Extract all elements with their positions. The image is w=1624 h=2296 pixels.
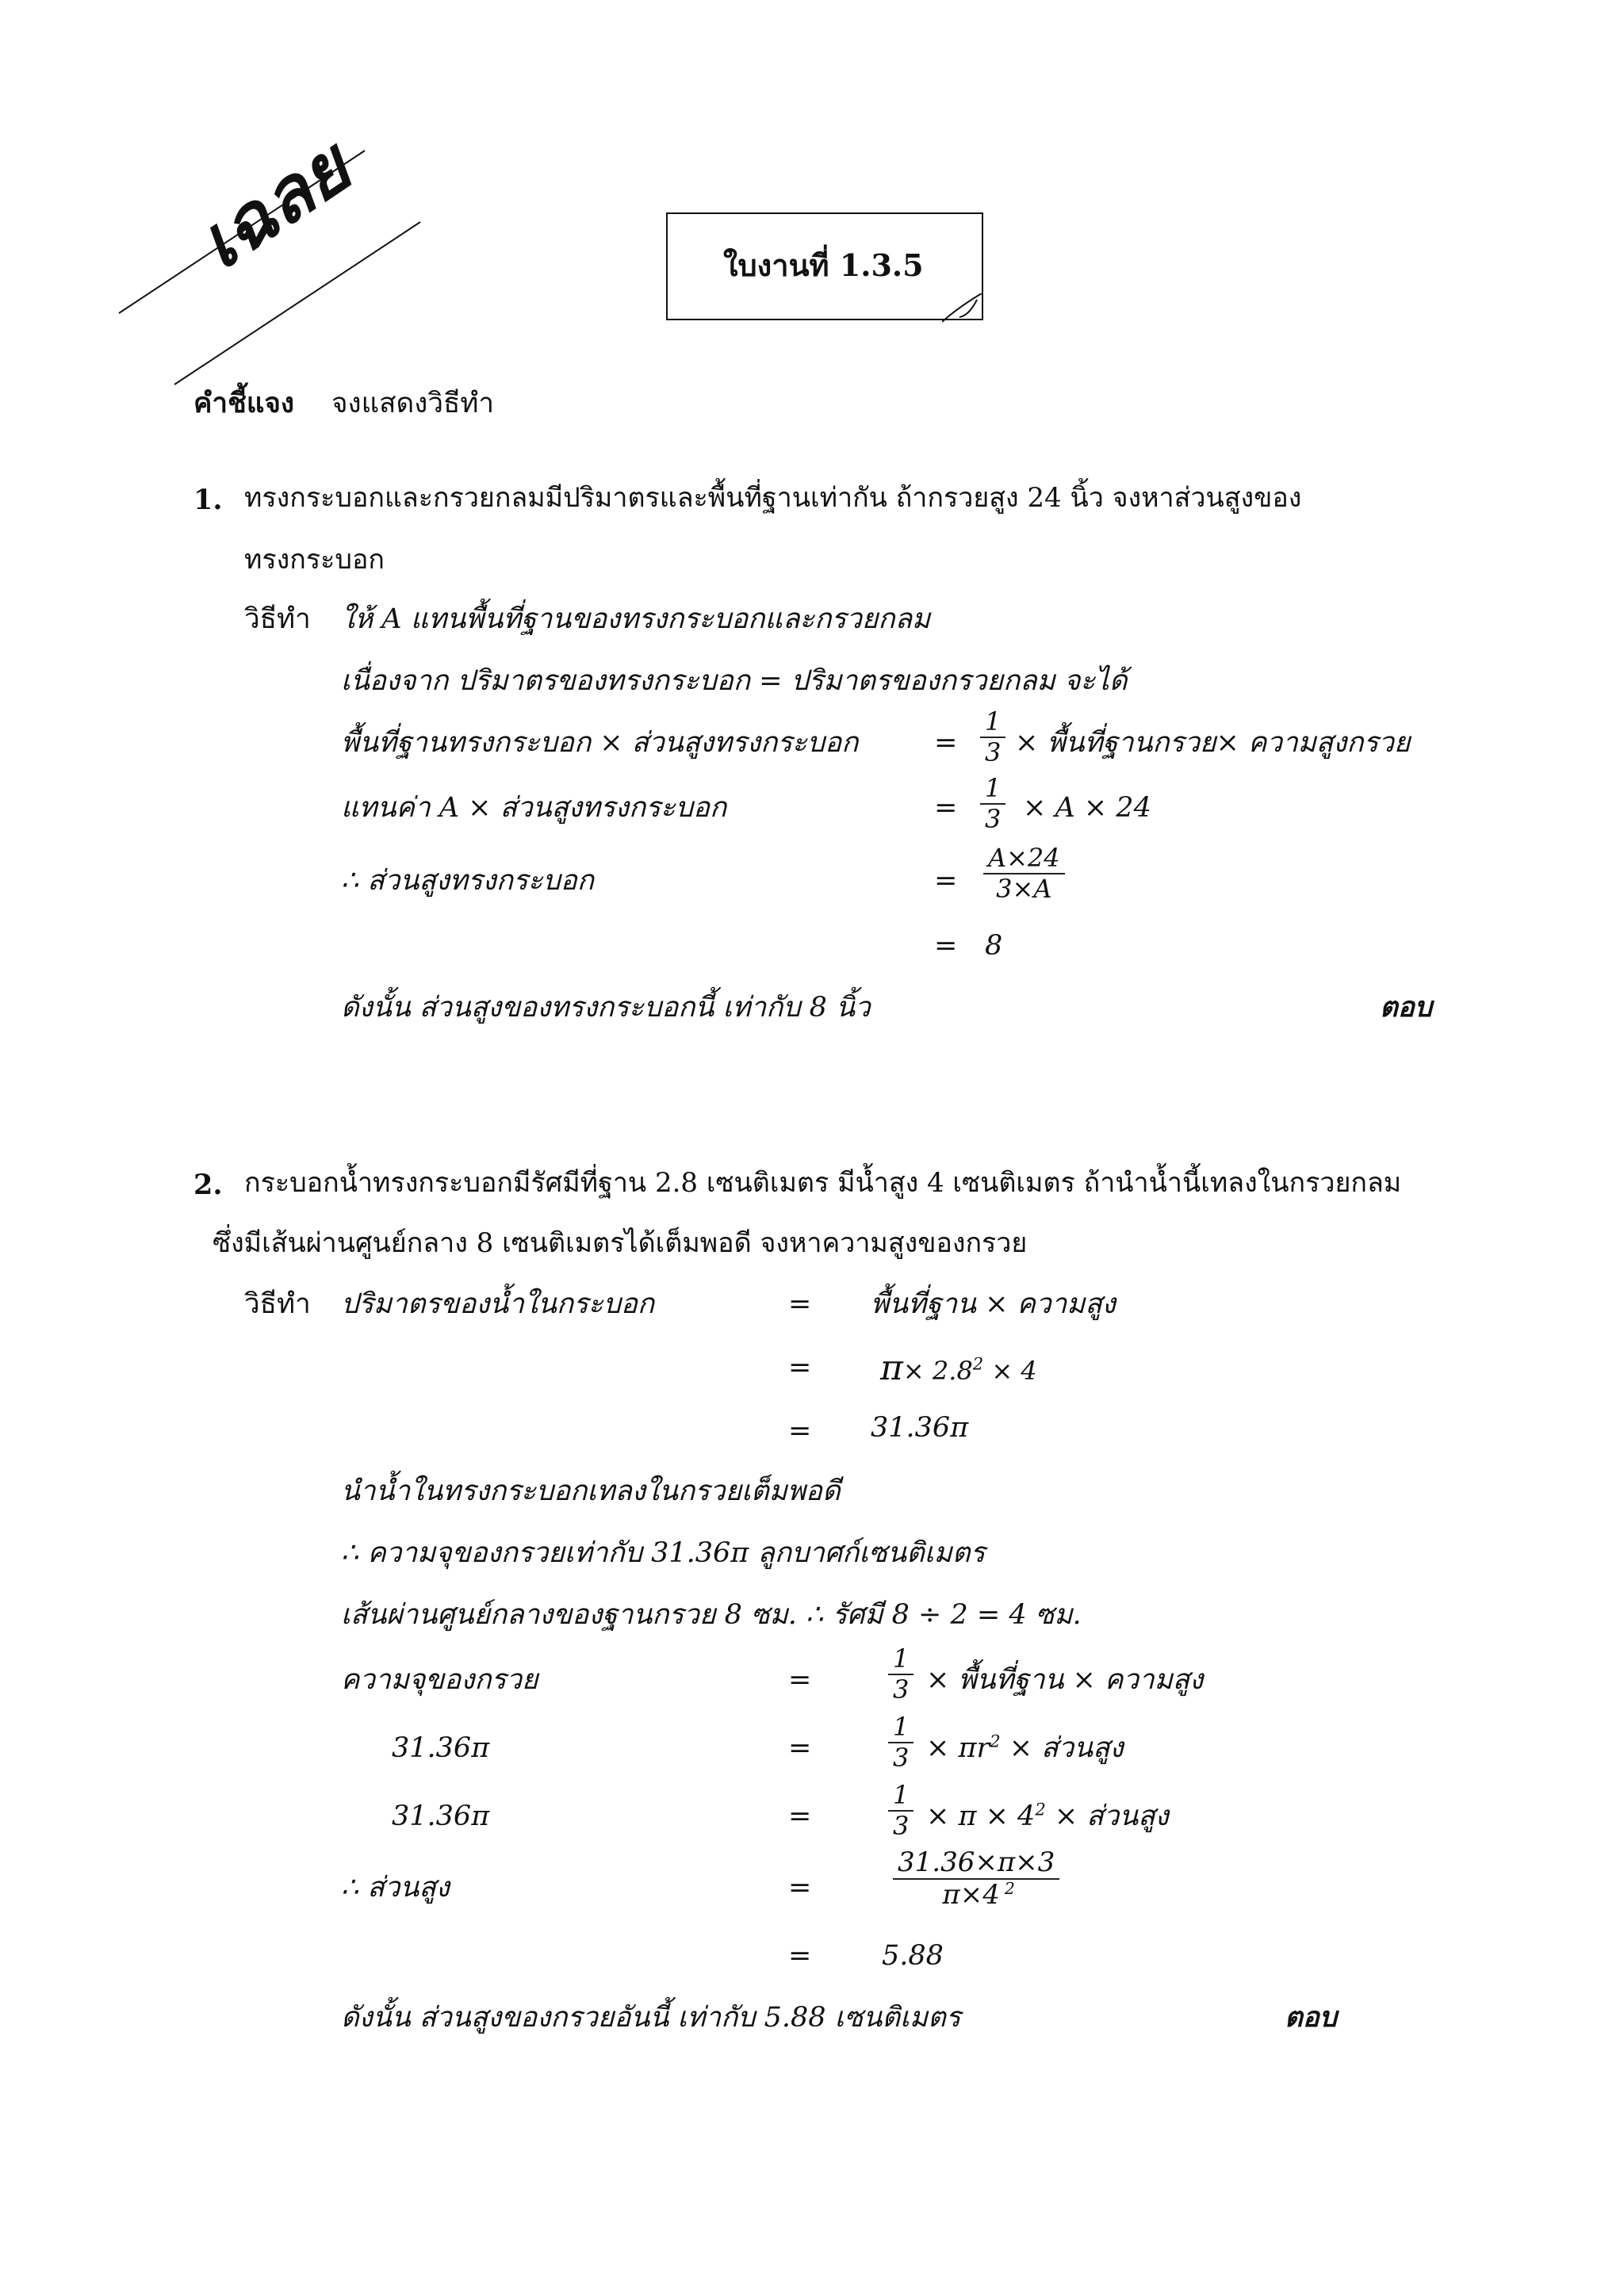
q1-method-label: วิธีทำ <box>244 603 311 635</box>
q1-line1: ทรงกระบอกและกรวยกลมมีปริมาตรและพื้นที่ฐานเท่ากัน ถ้ากรวยสูง 24 นิ้ว จงหาส่วนสูงของ <box>244 482 1302 514</box>
q2-step9-pi-4: × π × 4 <box>926 1800 1036 1832</box>
q2-step8-pi-r: × πr <box>926 1732 990 1764</box>
q1-step4-right: × A × 24 <box>1023 792 1151 824</box>
q2-step7-equals: = <box>788 1664 812 1696</box>
fraction-numerator: A×24 <box>988 843 1060 873</box>
fraction-denominator: 3×A <box>996 873 1052 904</box>
q2-method-label: วิธีทำ <box>244 1288 311 1320</box>
fraction-denominator: 3 <box>893 1810 910 1841</box>
q2-step2-radius: × 2.8 <box>902 1356 973 1386</box>
q1-step3-right: × พื้นที่ฐานกรวย× ความสูงกรวย <box>1015 727 1411 759</box>
q2-step2-exponent: 2 <box>972 1354 984 1374</box>
q2-step10-den-base: π×4 <box>942 1879 1000 1911</box>
q1-step5-equals: = <box>934 865 958 897</box>
fraction-numerator: 1 <box>893 1644 910 1674</box>
q1-step5-left: ∴ ส่วนสูงทรงกระบอก <box>341 865 594 897</box>
title-box <box>666 212 983 320</box>
q2-step10-den-exponent: 2 <box>1004 1879 1015 1899</box>
q2-step9-exponent: 2 <box>1035 1800 1046 1820</box>
q1-step2: เนื่องจาก ปริมาตรของทรงกระบอก = ปริมาตรของกรวยกลม จะได้ <box>341 665 1128 697</box>
q2-step9-equals: = <box>788 1800 812 1832</box>
q1-step5-fraction <box>983 844 1065 904</box>
fraction-denominator: 3 <box>893 1742 910 1773</box>
q2-step11-equals: = <box>788 1940 812 1972</box>
q2-step2-height: × 4 <box>983 1356 1037 1386</box>
stamp-text: เฉลย <box>182 124 366 286</box>
q1-step3-fraction <box>980 707 1005 767</box>
fraction-numerator: 1 <box>893 1780 910 1810</box>
q1-answer-label: ตอบ <box>1380 991 1432 1024</box>
q2-step3-right: 31.36π <box>871 1412 969 1444</box>
q2-step7-right: × พื้นที่ฐาน × ความสูง <box>926 1664 1204 1696</box>
q2-line1: กระบอกน้ำทรงกระบอกมีรัศมีที่ฐาน 2.8 เซนติเมตร มีน้ำสูง 4 เซนติเมตร ถ้านำน้ำนี้เทลงในกรวยกลม <box>244 1167 1402 1199</box>
q2-answer-label: ตอบ <box>1285 2001 1337 2034</box>
q2-step9-height: × ส่วนสูง <box>1045 1800 1169 1832</box>
q2-step8-right <box>926 1732 1124 1765</box>
q2-step1-right: พื้นที่ฐาน × ความสูง <box>871 1288 1116 1320</box>
q1-line2: ทรงกระบอก <box>244 544 385 576</box>
fraction-numerator: 1 <box>985 706 1002 737</box>
fraction-denominator: 3 <box>985 737 1002 767</box>
q1-number: 1. <box>193 484 223 516</box>
pi-symbol: π <box>880 1348 903 1388</box>
q2-step8-equals: = <box>788 1732 812 1764</box>
q2-step8-height: × ส่วนสูง <box>1000 1732 1124 1764</box>
fraction-numerator: 1 <box>985 773 1002 803</box>
q1-step6-value: 8 <box>985 930 1003 962</box>
q2-line2: ซึ่งมีเส้นผ่านศูนย์กลาง 8 เซนติเมตรได้เต็มพอดี จงหาความสูงของกรวย <box>213 1227 1028 1259</box>
q2-step10-fraction <box>893 1847 1059 1911</box>
title-box-curl <box>942 293 985 323</box>
instruction-label: คำชี้แจง <box>193 387 294 419</box>
q2-step3-equals: = <box>788 1415 812 1447</box>
q1-step4-left: แทนค่า A × ส่วนสูงทรงกระบอก <box>341 792 727 824</box>
page-title: ใบงานที่ 1.3.5 <box>723 247 924 283</box>
q1-step1: ให้ A แทนพื้นที่ฐานของทรงกระบอกและกรวยกลม <box>341 603 931 635</box>
q1-step4-fraction <box>980 774 1005 834</box>
q2-step10-equals: = <box>788 1872 812 1904</box>
q2-step8-exponent: 2 <box>990 1732 1001 1751</box>
q2-step10-left: ∴ ส่วนสูง <box>341 1872 450 1904</box>
fraction-denominator: 3 <box>893 1674 910 1705</box>
q2-step4: นำน้ำในทรงกระบอกเทลงในกรวยเต็มพอดี <box>341 1475 841 1507</box>
q1-step3-left: พื้นที่ฐานทรงกระบอก × ส่วนสูงทรงกระบอก <box>341 727 859 759</box>
q2-step1-left: ปริมาตรของน้ำในกระบอก <box>341 1288 655 1320</box>
fraction-denominator <box>933 1880 1019 1911</box>
q2-number: 2. <box>193 1169 223 1201</box>
q2-step1-equals: = <box>788 1288 812 1320</box>
q2-step8-left: 31.36π <box>392 1732 490 1764</box>
q2-step5: ∴ ความจุของกรวยเท่ากับ 31.36π ลูกบาศก์เซนติเมตร <box>341 1537 986 1569</box>
q2-step2-equals: = <box>788 1352 812 1383</box>
q1-step4-equals: = <box>934 792 958 824</box>
q1-step6-equals: = <box>934 930 958 962</box>
q2-step6: เส้นผ่านศูนย์กลางของฐานกรวย 8 ซม. ∴ รัศมี 8 ÷ 2 = 4 ซม. <box>341 1599 1082 1631</box>
fraction-denominator: 3 <box>985 803 1002 834</box>
q2-step7-fraction <box>888 1644 914 1705</box>
fraction-numerator: 31.36×π×3 <box>898 1846 1055 1878</box>
q2-step7-left: ความจุของกรวย <box>341 1664 538 1696</box>
q2-step8-fraction <box>888 1712 914 1773</box>
fraction-numerator: 1 <box>893 1712 910 1742</box>
q2-step9-right <box>926 1800 1169 1833</box>
instruction-text: จงแสดงวิธีทำ <box>331 388 495 419</box>
q2-step9-left: 31.36π <box>392 1800 490 1832</box>
q2-step11-value: 5.88 <box>882 1940 944 1972</box>
q2-step9-fraction <box>888 1781 914 1841</box>
q2-conclusion: ดังนั้น ส่วนสูงของกรวยอันนี้ เท่ากับ 5.88 เซนติเมตร <box>341 2002 961 2034</box>
q2-step2-right <box>880 1348 1037 1390</box>
q1-conclusion: ดังนั้น ส่วนสูงของทรงกระบอกนี้ เท่ากับ 8 นิ้ว <box>341 992 871 1024</box>
q1-step3-equals: = <box>934 727 958 759</box>
